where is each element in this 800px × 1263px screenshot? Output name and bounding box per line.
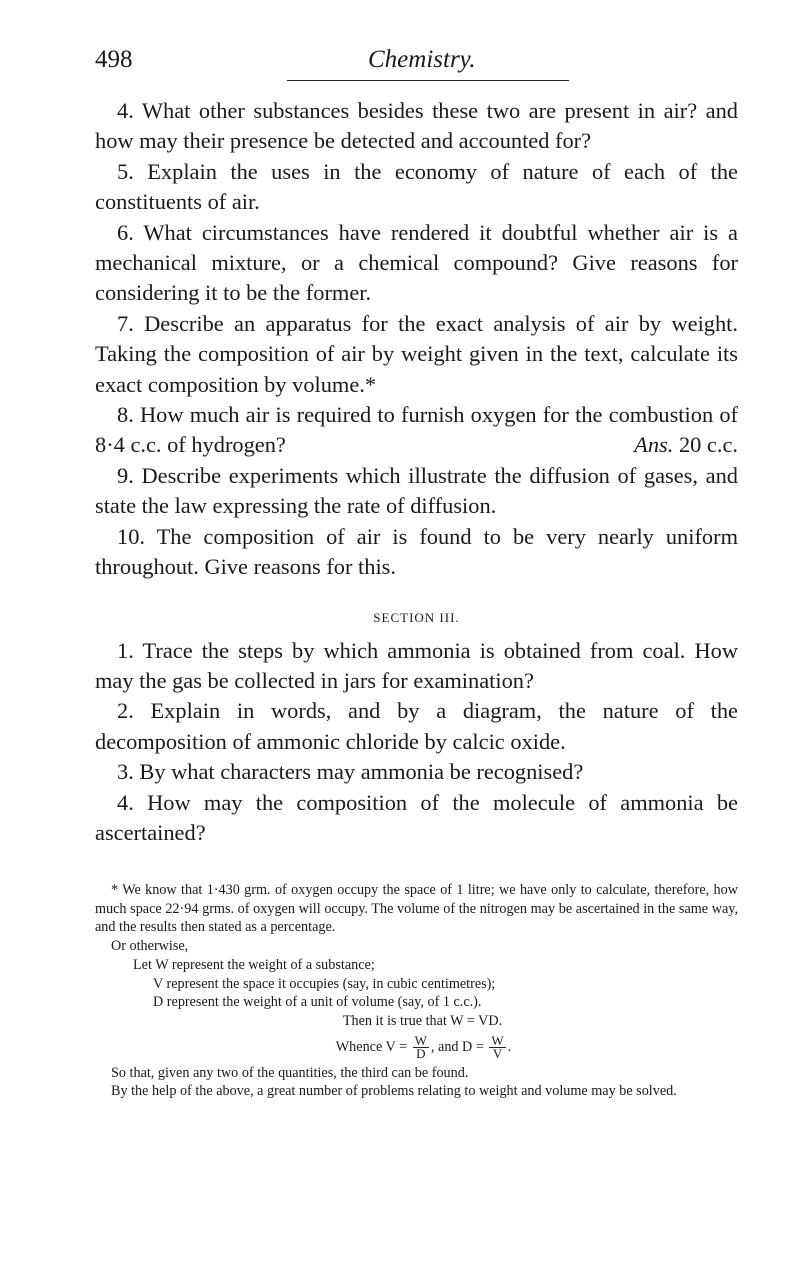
footnote-let-v: V represent the space it occupies (say, in cubic centimetres); [153, 975, 496, 992]
question-9: 9. Describe experiments which illustrate the diffusion of gases, and state the law expressing the rate of diffusion. [95, 462, 738, 519]
question-7: 7. Describe an apparatus for the exact analysis of air by weight. Taking the composition of air by weight given in the text, calculate its exact composition by volume.* [95, 310, 738, 397]
fraction-w-over-v [489, 1032, 505, 1061]
question-4: 4. What other substances besides these two are present in air? and how may their presence be detected and accounted for? [95, 98, 738, 154]
page-number: 498 [95, 46, 133, 73]
formula-end: . [507, 1038, 512, 1055]
footnote-so-that: So that, given any two of the quantities, the third can be found. [111, 1064, 469, 1081]
question-5: 5. Explain the uses in the economy of nature of each of the constituents of air. [95, 158, 738, 215]
footnote-let-d: D represent the weight of a unit of volume (say, of 1 c.c.). [153, 994, 482, 1011]
formula-and: , and D = [430, 1038, 484, 1055]
section-question-3: 3. By what characters may ammonia be recognised? [117, 759, 584, 785]
footnote [95, 881, 738, 1101]
footnote-otherwise: Or otherwise, [111, 938, 189, 955]
footnote-by-help: By the help of the above, a great number of problems relating to weight and volume may be solved. [111, 1083, 677, 1100]
section-question-4: 4. How may the composition of the molecule of ammonia be ascertained? [95, 789, 738, 845]
section-heading: SECTION III. [373, 609, 460, 625]
fraction-numerator: W [491, 1032, 504, 1048]
formula-whence: Whence V = [335, 1038, 408, 1055]
main-text [95, 96, 738, 848]
footnote-then: Then it is true that W = VD. [342, 1012, 503, 1029]
question-6: 6. What circumstances have rendered it doubtful whether air is a mechanical mixture, or a chemical compound? Give reasons for considering it to be the former. [95, 219, 738, 306]
question-10: 10. The composition of air is found to be very nearly uniform throughout. Give reasons for this. [95, 523, 738, 580]
fraction-denominator: V [492, 1045, 503, 1061]
fraction-numerator: W [414, 1032, 427, 1048]
header-rule [287, 80, 569, 81]
question-8-text: 8. How much air is required to furnish oxygen for the combustion of 8·4 c.c. of hydrogen? [95, 402, 738, 458]
fraction-w-over-d [413, 1032, 429, 1061]
question-8 [95, 400, 738, 461]
footnote-formula [95, 1033, 738, 1061]
page-header [0, 46, 800, 86]
section-question-2: 2. Explain in words, and by a diagram, the nature of the decomposition of ammonic chloride by calcic oxide. [95, 698, 738, 754]
fraction-denominator: D [416, 1045, 426, 1061]
footnote-let-w: Let W represent the weight of a substance; [133, 956, 375, 973]
answer-value: 20 c.c. [678, 432, 738, 458]
running-title: Chemistry. [368, 46, 476, 73]
section-question-1: 1. Trace the steps by which ammonia is obtained from coal. How may the gas be collected in jars for examination? [95, 637, 738, 693]
question-8-answer [612, 430, 738, 460]
footnote-intro: * We know that 1·430 grm. of oxygen occupy the space of 1 litre; we have only to calculate, therefore, how much space 22·94 grms. of oxygen will occupy. The volume of the nitrogen may be ascertained in the same way, and the results then stated as a percentage. [95, 882, 738, 936]
answer-label: Ans. [634, 432, 674, 458]
